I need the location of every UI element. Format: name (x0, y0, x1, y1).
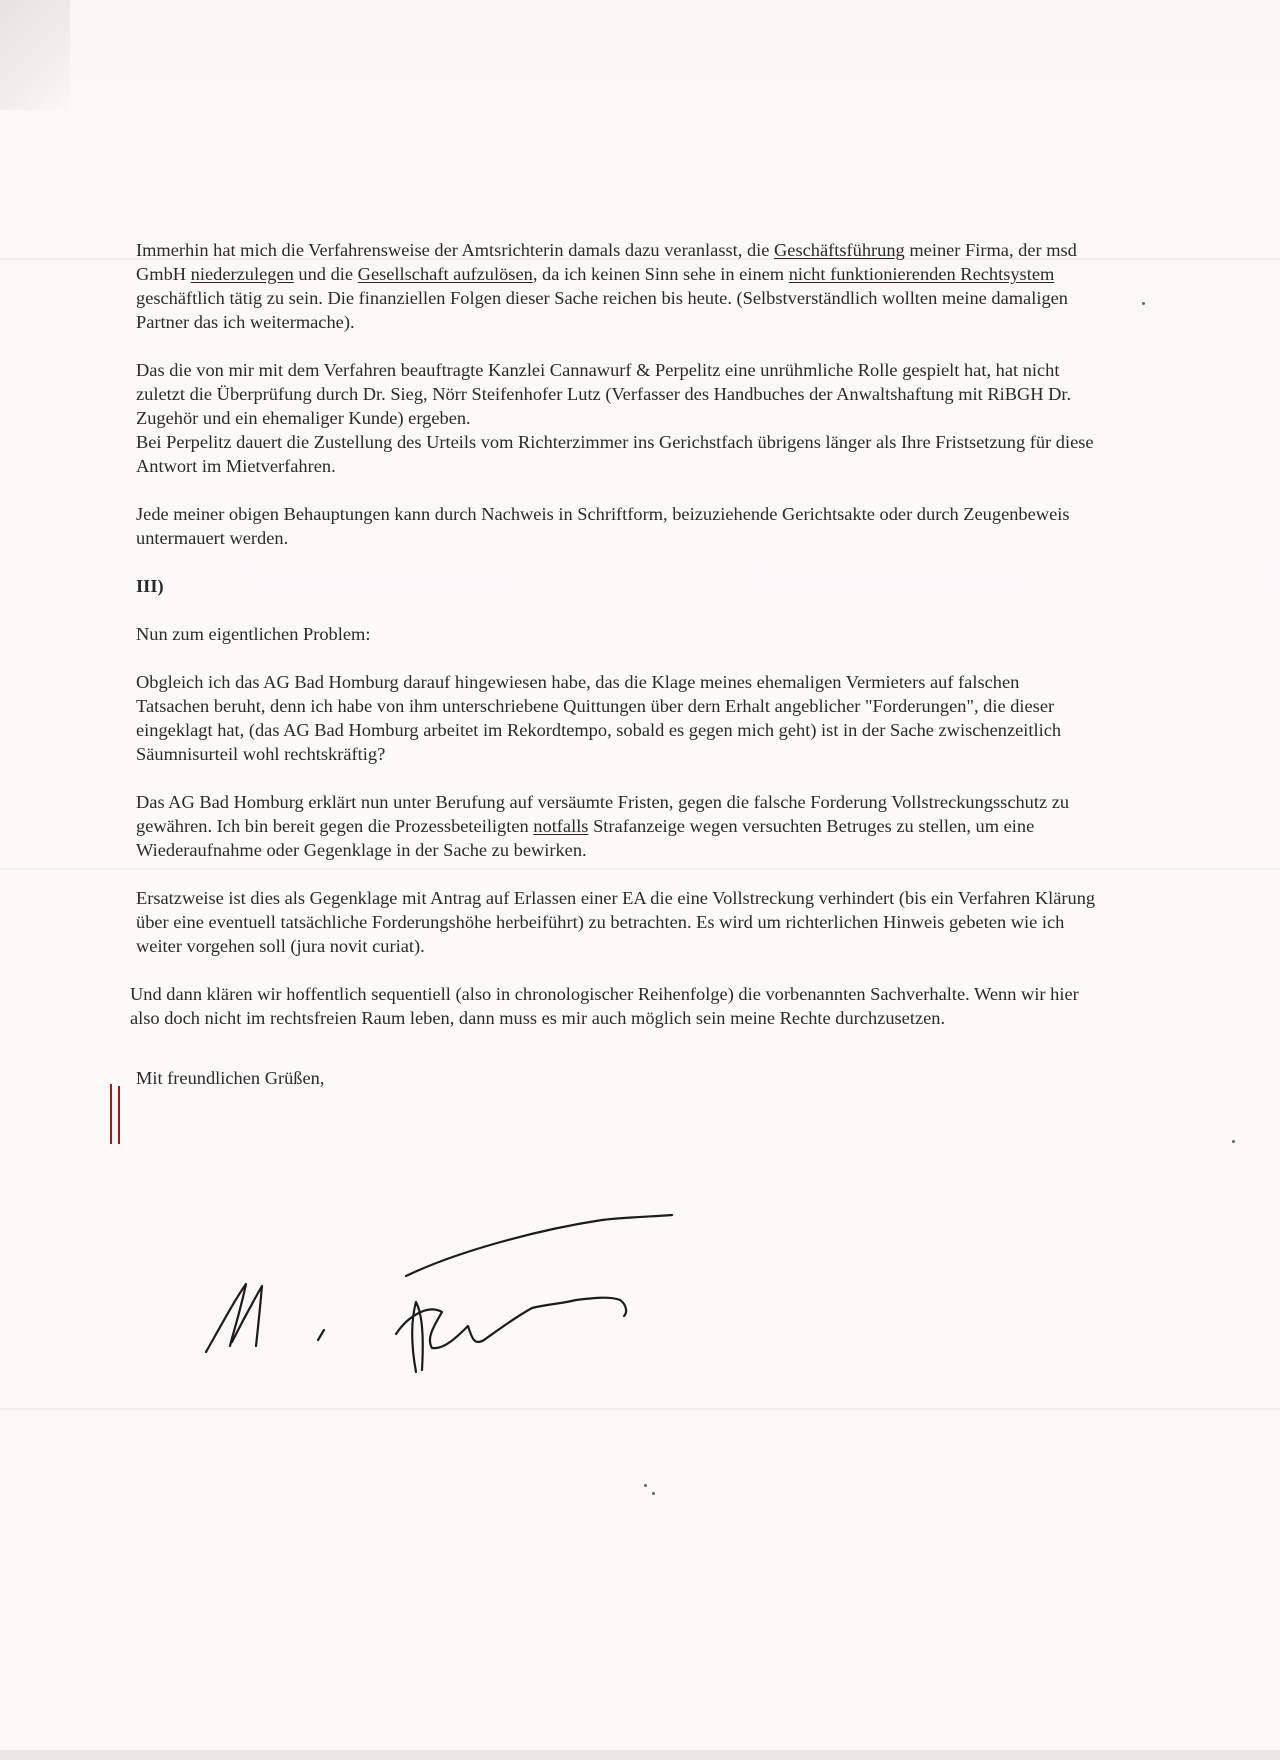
handwritten-signature (196, 1200, 716, 1390)
paragraph-law-firm: Das die von mir mit dem Verfahren beauftragte Kanzlei Cannawurf & Perpelitz eine unrühmliche Rolle gespielt hat, hat nicht zuletzt die Überprüfung durch Dr. Sieg, Nörr Steifenhofer Lutz (Verfasser des Handbuches der Anwaltshaftung mit RiBGH Dr. Zugehör und ein ehemaliger Kunde) ergeben. Bei Perpelitz dauert die Zustellung des Urteils vom Richterzimmer ins Gerichstfach übrigens länger als Ihre Fristsetzung für diese Antwort im Mietverfahren. (136, 360, 1094, 476)
paragraph-problem-intro: Nun zum eigentlichen Problem: (136, 624, 371, 644)
paragraph-evidence: Jede meiner obigen Behauptungen kann durch Nachweis in Schriftform, beizuziehende Gerichtsakte oder durch Zeugenbeweis untermauert werden. (136, 504, 1070, 548)
underlined-gesellschaft-aufzuloesen: Gesellschaft aufzulösen (357, 264, 533, 284)
scan-speck (652, 1492, 655, 1495)
scan-speck (1232, 1140, 1235, 1143)
closing-salutation: Mit freundlichen Grüßen, (136, 1068, 325, 1088)
paragraph-counterclaim: Ersatzweise ist dies als Gegenklage mit Antrag auf Erlassen einer EA die eine Vollstreckung verhindert (bis ein Verfahren Klärung über eine eventuell tatsächliche Forderungshöhe herbeiführt) zu betrachten. Es wird um richterlichen Hinweis gebeten wie ich weiter vorgehen soll (jura novit curiat). (136, 888, 1096, 956)
section-heading-iii: III) (136, 576, 164, 596)
paper-crease (0, 1408, 1280, 1410)
underlined-rechtsystem: nicht funktionierenden Rechtsystem (788, 264, 1055, 284)
paragraph-enforcement: Das AG Bad Homburg erklärt nun unter Berufung auf versäumte Fristen, gegen die falsche Forderung Vollstreckungsschutz zu gewähren. Ich bin bereit gegen die Prozessbeteiligten notfalls Strafanzeige wegen versuchten Betruges zu stellen, um eine Wiederaufnahme oder Gegenklage in der Sache zu bewirken. (136, 792, 1070, 860)
paragraph-sequential: Und dann klären wir hoffentlich sequentiell (also in chronologischer Reihenfolge) die vorbenannten Sachverhalte. Wenn wir hier also doch nicht im rechtsfreien Raum leben, dann muss es mir auch möglich sein meine Rechte durchzusetzen. (130, 984, 1079, 1028)
paragraph-business-dissolution: Immerhin hat mich die Verfahrensweise der Amtsrichterin damals dazu veranlasst, die Geschäftsführung meiner Firma, der msd GmbH niederzulegen und die Gesellschaft aufzulösen, da ich keinen Sinn sehe in einem nicht funktionierenden Rechtsystem geschäftlich tätig zu sein. Die finanziellen Folgen dieser Sache reichen bis heute. (Selbstverständlich wollten meine damaligen Partner das ich weitermache). (136, 240, 1077, 332)
margin-mark-lines (108, 1082, 124, 1146)
folded-corner (0, 0, 70, 110)
underlined-notfalls: notfalls (533, 816, 589, 836)
scan-speck (644, 1484, 647, 1487)
underlined-niederzulegen: niederzulegen (190, 264, 294, 284)
underlined-geschaeftsfuehrung: Geschäftsführung (774, 240, 905, 260)
paragraph-claim: Obgleich ich das AG Bad Homburg darauf hingewiesen habe, das die Klage meines ehemaligen Vermieters auf falschen Tatsachen beruht, denn ich habe von ihm unterschriebene Quittungen über dern Erhalt angeblicher "Forderungen", die dieser eingeklagt hat, (das AG Bad Homburg arbeitet im Rekordtempo, sobald es gegen mich geht) ist in der Sache zwischenzeitlich Säumnisurteil wohl rechtskräftig? (136, 672, 1062, 764)
letter-body (130, 238, 1096, 1114)
scan-speck (1142, 302, 1145, 305)
page-bottom-edge (0, 1750, 1280, 1760)
